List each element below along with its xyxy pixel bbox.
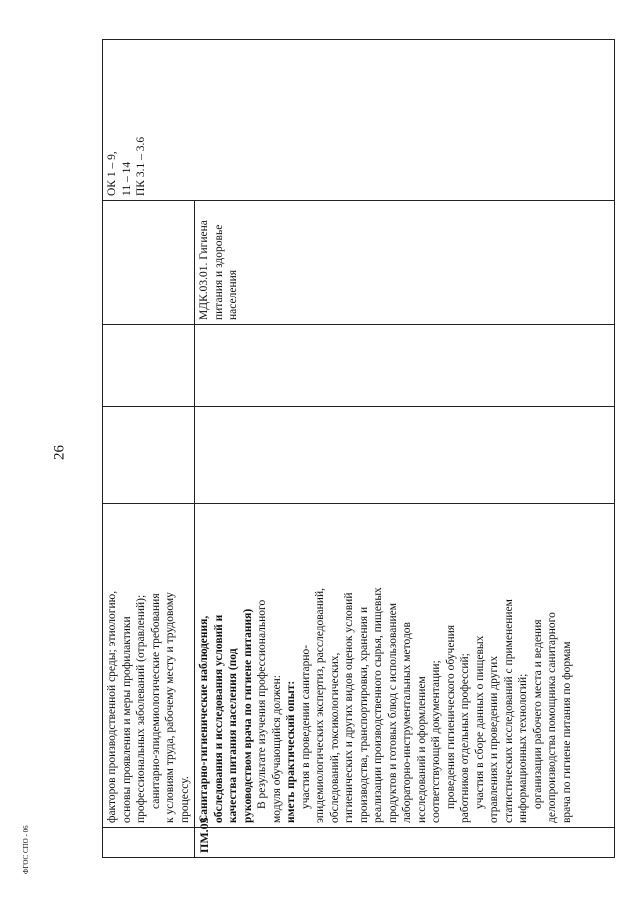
cell-knowledge-text bbox=[103, 504, 195, 828]
text-line: отравлениях и проведении других bbox=[488, 655, 500, 823]
text-line: продуктов и готовых блюд с использованием bbox=[386, 602, 399, 823]
competency-table bbox=[102, 39, 615, 858]
table-row bbox=[103, 40, 195, 858]
text-line: проведения гигиенического обучения bbox=[444, 624, 457, 809]
rotated-table-wrapper bbox=[102, 40, 615, 858]
text-line: исследований и оформлением bbox=[415, 676, 428, 823]
text-line: модуля обучающийся должен: bbox=[270, 675, 283, 823]
text-line: организации рабочего места и ведения bbox=[531, 619, 544, 809]
text-line: производства, транспортировки, хранения и bbox=[357, 606, 370, 823]
text-line: факторов производственной среды; этиологию, bbox=[106, 590, 118, 823]
cell-empty bbox=[103, 201, 195, 325]
module-title-line: обследования и исследования условий и bbox=[212, 614, 225, 823]
text-line: гигиенических и других видов оценок условий bbox=[343, 592, 355, 823]
text-line: к условиям труда, рабочему месту и трудовому bbox=[164, 592, 176, 823]
cell-competencies bbox=[103, 40, 615, 201]
text-line: участия в проведении санитарно- bbox=[299, 644, 312, 809]
text-line: делопроизводства помощника санитарного bbox=[546, 612, 558, 823]
text-line: работников отдельных профессий; bbox=[459, 653, 471, 823]
text-line: участия в сборе данных о пищевых bbox=[473, 635, 486, 809]
text-line: основы проявления и меры профилактики bbox=[120, 616, 133, 823]
module-title-line: качества питания населения (под bbox=[227, 648, 239, 823]
text-line: врача по гигиене питания по формам bbox=[560, 641, 573, 823]
skill-heading: иметь практический опыт: bbox=[285, 680, 297, 823]
text-line: санитарно-эпидемиологические требования bbox=[149, 593, 162, 809]
text-line: эпидемиологических экспертиз, расследований, bbox=[314, 588, 326, 823]
cell-code-empty bbox=[103, 828, 195, 858]
text-line: обследований, токсикологических, bbox=[328, 652, 341, 823]
text-line: соответствующей документации; bbox=[430, 660, 442, 823]
competency-line: 11 – 14 bbox=[120, 161, 133, 196]
page-number: 26 bbox=[51, 445, 68, 460]
footer-label: ФГОС СПО - 06 bbox=[22, 825, 30, 874]
text-line: реализации производственного сырья, пищевых bbox=[372, 587, 384, 823]
module-title-line: руководством врача по гигиене питания) bbox=[241, 608, 254, 823]
module-title-line: Санитарно-гигиенические наблюдения, bbox=[198, 615, 210, 823]
cell-module-code: ПМ.03 bbox=[195, 828, 615, 858]
text-line: лабораторно-инструментальных методов bbox=[401, 622, 413, 823]
cell-empty bbox=[195, 325, 615, 407]
text-line: процессу. bbox=[178, 776, 191, 823]
text-line: профессиональных заболеваний (отравлений); bbox=[135, 594, 147, 823]
cell-empty bbox=[103, 407, 195, 504]
competency-line: ПК 3.1 – 3.6 bbox=[135, 136, 147, 196]
cell-module-description bbox=[195, 504, 615, 828]
text-line: статистических исследований с применением bbox=[502, 599, 515, 823]
text-line: В результате изучения профессионального bbox=[256, 599, 268, 809]
cell-empty bbox=[195, 407, 615, 504]
cell-empty bbox=[103, 325, 195, 407]
cell-mdk: МДК.03.01. Гигиена питания и здоровье населения bbox=[195, 201, 615, 325]
competency-line: ОК 1 – 9, bbox=[106, 151, 118, 196]
text-line: информационных технологий; bbox=[517, 673, 529, 823]
